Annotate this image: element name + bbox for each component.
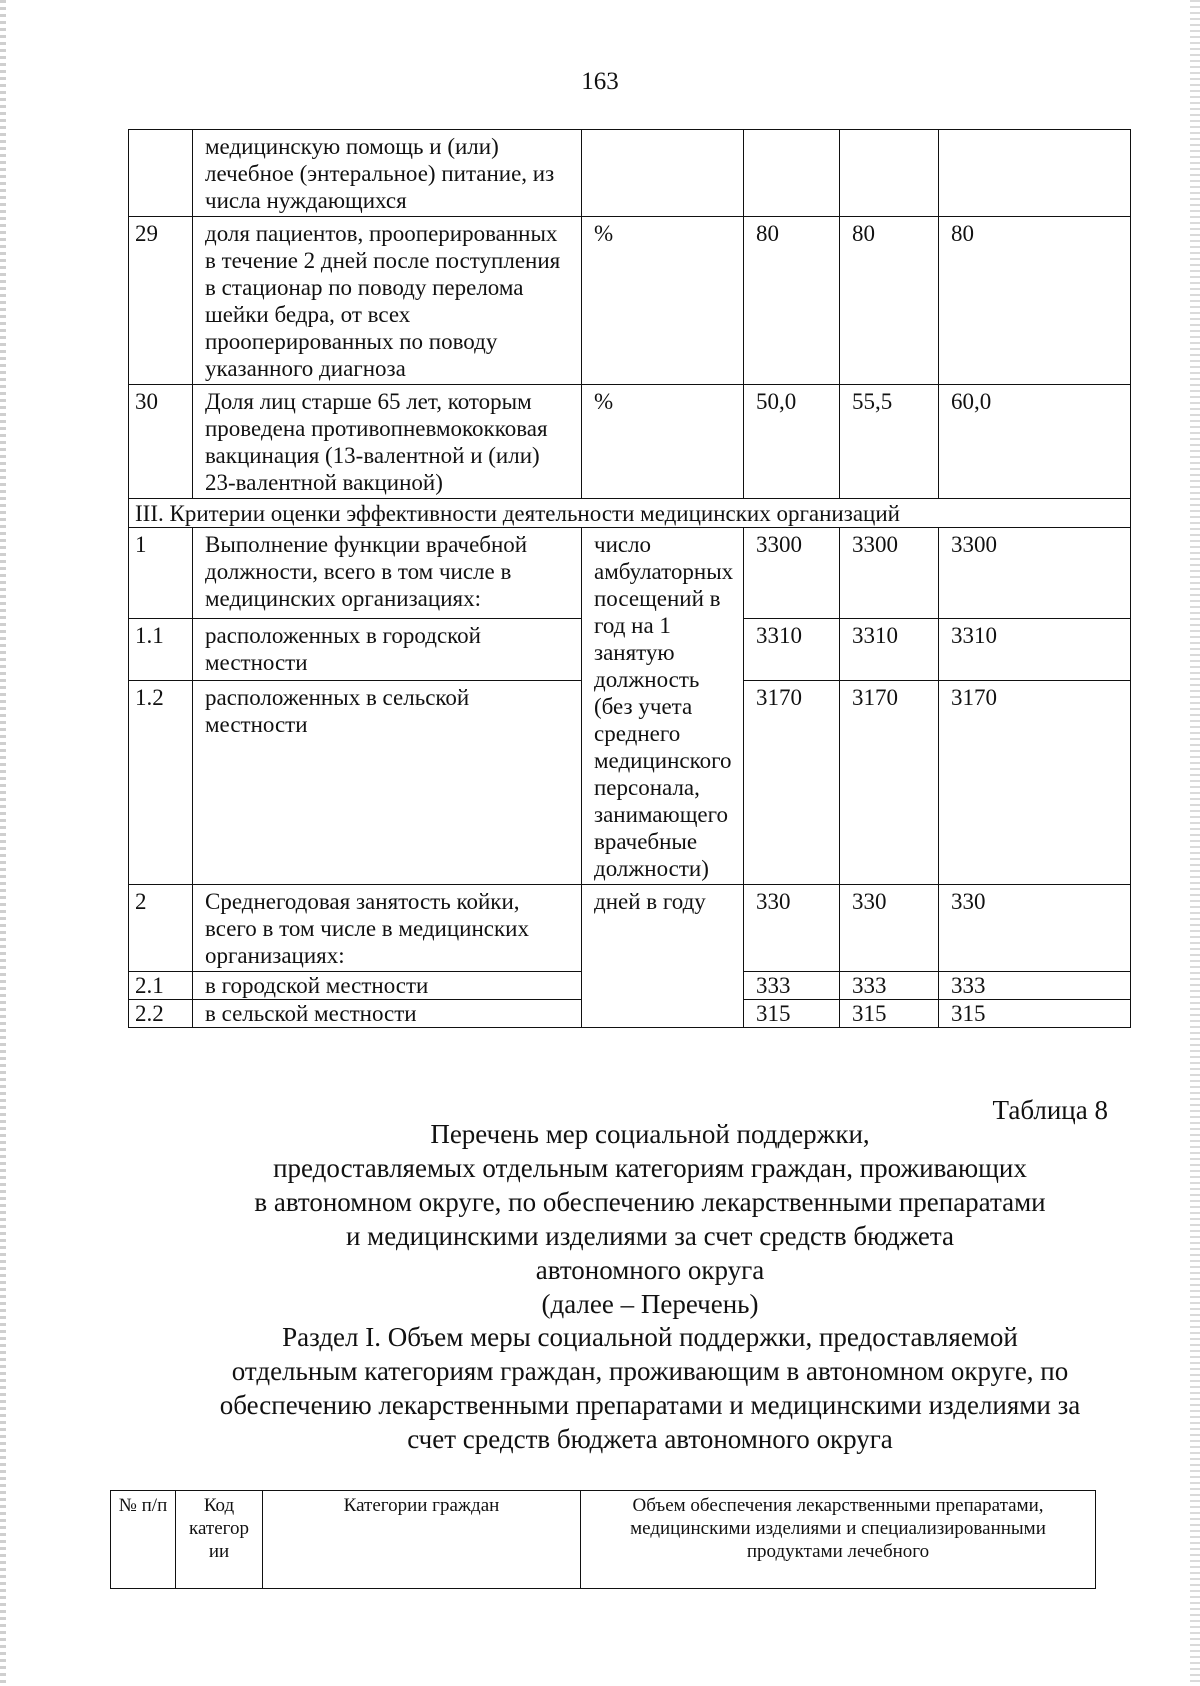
title-line: Перечень мер социальной поддержки, [430, 1119, 870, 1149]
value-cell: 315 [840, 1000, 939, 1028]
section-heading-line: Раздел I. Объем меры социальной поддержки, предоставляемой [282, 1322, 1018, 1352]
indicator-cell: Среднегодовая занятость койки, всего в том числе в медицинских организациях: [193, 885, 582, 972]
title-line: (далее – Перечень) [541, 1289, 759, 1319]
column-header-number: № п/п [111, 1491, 176, 1589]
section-heading-line: отдельным категориям граждан, проживающим в автономном округе, по [231, 1356, 1069, 1386]
page-number: 163 [581, 68, 619, 95]
value-cell: 50,0 [744, 385, 840, 499]
unit-cell: дней в году [582, 885, 744, 1028]
value-cell [744, 130, 840, 217]
row-number: 1.2 [129, 681, 193, 885]
indicator-cell: расположенных в городской местности [193, 618, 582, 681]
section-row [129, 499, 1131, 528]
value-cell: 330 [939, 885, 1131, 972]
value-cell: 3300 [939, 528, 1131, 619]
value-cell: 55,5 [840, 385, 939, 499]
table-row [129, 217, 1131, 385]
indicator-cell: расположенных в сельской местности [193, 681, 582, 885]
table-label: Таблица 8 [992, 1095, 1108, 1125]
row-number: 1 [129, 528, 193, 619]
row-number: 2.1 [129, 972, 193, 1000]
scan-edge-right [1190, 0, 1200, 1686]
value-cell: 330 [840, 885, 939, 972]
indicator-cell: в сельской местности [193, 1000, 582, 1028]
value-cell: 80 [939, 217, 1131, 385]
value-cell: 60,0 [939, 385, 1131, 499]
column-header-volume: Объем обеспечения лекарственными препаратами, медицинскими изделиями и специализированными продуктами лечебного [581, 1491, 1096, 1589]
value-cell: 3300 [744, 528, 840, 619]
unit-cell: число амбулаторных посещений в год на 1 занятую должность (без учета среднего медицинского персонала, занимающего врачебные должности) [582, 528, 744, 885]
value-cell: 3300 [840, 528, 939, 619]
unit-cell: % [582, 385, 744, 499]
row-number: 2.2 [129, 1000, 193, 1028]
title-line: предоставляемых отдельным категориям граждан, проживающих [273, 1153, 1027, 1183]
value-cell: 333 [744, 972, 840, 1000]
indicator-cell: в городской местности [193, 972, 582, 1000]
unit-cell [582, 130, 744, 217]
value-cell: 80 [744, 217, 840, 385]
value-cell: 3170 [744, 681, 840, 885]
support-measures-table [110, 1490, 1096, 1589]
column-header-categories: Категории граждан [263, 1491, 581, 1589]
indicator-cell: Выполнение функции врачебной должности, всего в том числе в медицинских организациях: [193, 528, 582, 619]
column-header-code: Код категор ии [176, 1491, 263, 1589]
row-number: 2 [129, 885, 193, 972]
indicators-table [128, 129, 1131, 1028]
value-cell: 315 [939, 1000, 1131, 1028]
table-row [129, 385, 1131, 499]
document-title [160, 1117, 1140, 1321]
indicator-cell: медицинскую помощь и (или) лечебное (энтеральное) питание, из числа нуждающихся [193, 130, 582, 217]
table-header-row [111, 1491, 1096, 1589]
value-cell: 333 [939, 972, 1131, 1000]
value-cell: 80 [840, 217, 939, 385]
value-cell: 330 [744, 885, 840, 972]
value-cell: 315 [744, 1000, 840, 1028]
section-title: III. Критерии оценки эффективности деятельности медицинских организаций [129, 499, 1131, 528]
title-line: и медицинскими изделиями за счет средств бюджета [345, 1221, 954, 1251]
table-row [129, 885, 1131, 972]
row-number: 29 [129, 217, 193, 385]
value-cell [939, 130, 1131, 217]
title-line: автономного округа [535, 1255, 765, 1285]
value-cell: 3170 [939, 681, 1131, 885]
scan-edge-left [0, 0, 6, 1686]
unit-cell: % [582, 217, 744, 385]
indicator-cell: доля пациентов, прооперированных в течение 2 дней после поступления в стационар по поводу перелома шейки бедра, от всех прооперированных по поводу указанного диагноза [193, 217, 582, 385]
value-cell [840, 130, 939, 217]
value-cell: 333 [840, 972, 939, 1000]
row-number: 1.1 [129, 618, 193, 681]
value-cell: 3310 [939, 618, 1131, 681]
row-number [129, 130, 193, 217]
indicator-cell: Доля лиц старше 65 лет, которым проведена противопневмококковая вакцинация (13-валентной и (или) 23-валентной вакциной) [193, 385, 582, 499]
section-heading [160, 1320, 1140, 1456]
row-number: 30 [129, 385, 193, 499]
table-row [129, 130, 1131, 217]
title-line: в автономном округе, по обеспечению лекарственными препаратами [254, 1187, 1046, 1217]
value-cell: 3310 [840, 618, 939, 681]
table-row [129, 528, 1131, 619]
section-heading-line: счет средств бюджета автономного округа [407, 1424, 893, 1454]
value-cell: 3170 [840, 681, 939, 885]
value-cell: 3310 [744, 618, 840, 681]
section-heading-line: обеспечению лекарственными препаратами и медицинскими изделиями за [219, 1390, 1081, 1420]
